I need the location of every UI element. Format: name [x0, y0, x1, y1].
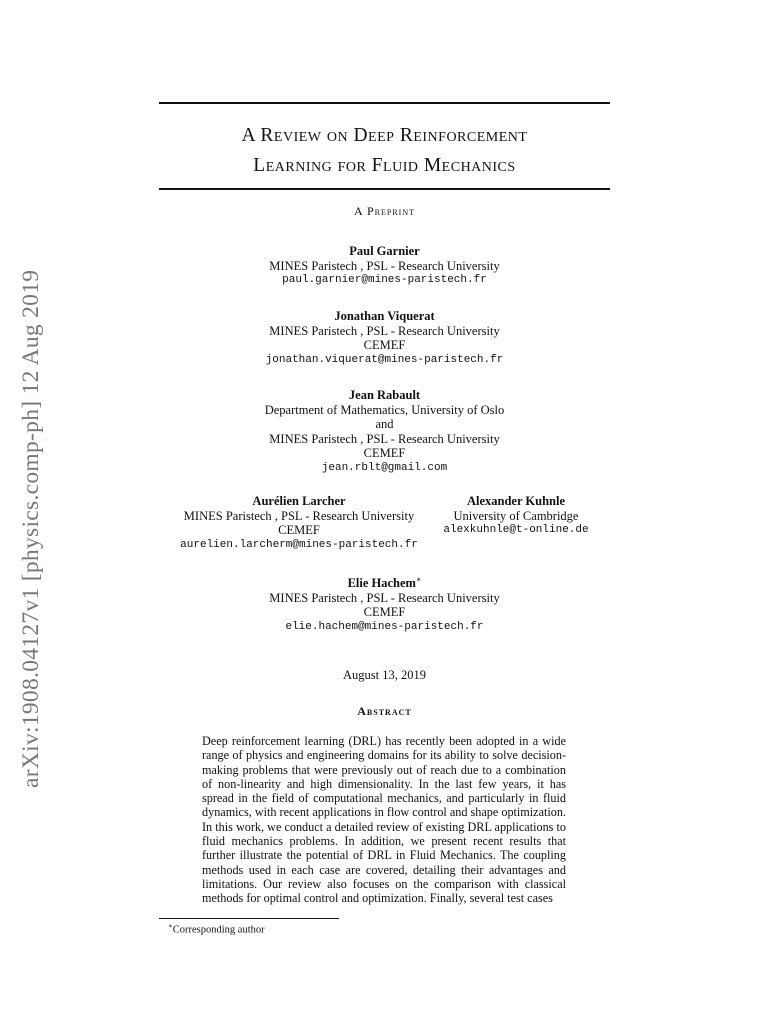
- author-affiliation: CEMEF: [278, 523, 320, 537]
- paper-date: August 13, 2019: [343, 668, 426, 682]
- arxiv-stamp: arXiv:1908.04127v1 [physics.comp-ph] 12 Aug 2019: [18, 269, 44, 788]
- author-name: Jonathan Viquerat: [334, 309, 435, 323]
- author-name: Elie Hachem: [347, 576, 416, 591]
- footnote: [168, 922, 265, 936]
- author-email[interactable]: elie.hachem@mines-paristech.fr: [285, 620, 484, 633]
- footnote-rule: [159, 918, 339, 919]
- author-name: Paul Garnier: [349, 244, 420, 258]
- abstract-text: Deep reinforcement learning (DRL) has recently been adopted in a wide range of physics and engineering domains for its ability to solve decision-making problems that were previously out of reach due to a combination of non-linearity and high dimensionality. In the last few years, it has spread in the field of computational mechanics, and particularly in fluid dynamics, with recent applications in flow control and shape optimization. In this work, we conduct a detailed review of existing DRL applications to fluid mechanics problems. In addition, we present recent results that further illustrate the potential of DRL in Fluid Mechanics. The coupling methods used in each case are covered, detailing their advantages and limitations. Our review also focuses on the comparison with classical methods for optimal control and optimization. Finally, several test cases: [202, 734, 566, 906]
- author-email[interactable]: alexkuhnle@t-online.de: [443, 524, 589, 536]
- author-affiliation: MINES Paristech , PSL - Research University: [183, 508, 415, 523]
- author-affiliation: MINES Paristech , PSL - Research University: [269, 258, 500, 273]
- corresponding-author-mark: ∗: [415, 575, 422, 584]
- author-block: [430, 494, 602, 538]
- author-block: [159, 244, 610, 288]
- footnote-mark: ∗: [168, 922, 173, 930]
- footnote-text: Corresponding author: [172, 924, 265, 936]
- author-block: [159, 573, 610, 634]
- title-line-1: A Review on Deep Reinforcement: [241, 125, 528, 146]
- author-affiliation: MINES Paristech , PSL - Research University: [269, 590, 500, 605]
- author-affiliation: CEMEF: [363, 338, 406, 352]
- abstract-heading: Abstract: [357, 704, 412, 718]
- author-affiliation: MINES Paristech , PSL - Research University: [269, 431, 500, 446]
- title-line-2: Learning for Fluid Mechanics: [253, 155, 516, 176]
- author-email[interactable]: aurelien.larcherm@mines-paristech.fr: [180, 538, 418, 551]
- author-name: Alexander Kuhnle: [466, 494, 566, 508]
- title-bottom-rule: [159, 188, 610, 190]
- paper-title: [159, 121, 610, 181]
- title-top-rule: [159, 102, 610, 104]
- author-email[interactable]: jean.rblt@gmail.com: [321, 461, 448, 474]
- author-affiliation: University of Cambridge: [453, 508, 579, 523]
- preprint-label: A Preprint: [353, 204, 415, 218]
- author-block: [159, 388, 610, 475]
- author-email[interactable]: jonathan.viquerat@mines-paristech.fr: [265, 353, 504, 366]
- author-name: Jean Rabault: [348, 388, 421, 402]
- author-affiliation: CEMEF: [363, 605, 406, 620]
- author-affiliation: CEMEF: [363, 446, 406, 460]
- author-block: [159, 309, 610, 367]
- author-affiliation: MINES Paristech , PSL - Research University: [269, 323, 500, 338]
- author-affiliation: Department of Mathematics, University of Oslo: [264, 402, 505, 417]
- author-email[interactable]: paul.garnier@mines-paristech.fr: [282, 274, 487, 286]
- author-name: Aurélien Larcher: [252, 494, 346, 508]
- author-block: [159, 494, 439, 552]
- affiliation-conjunction: and: [375, 417, 394, 431]
